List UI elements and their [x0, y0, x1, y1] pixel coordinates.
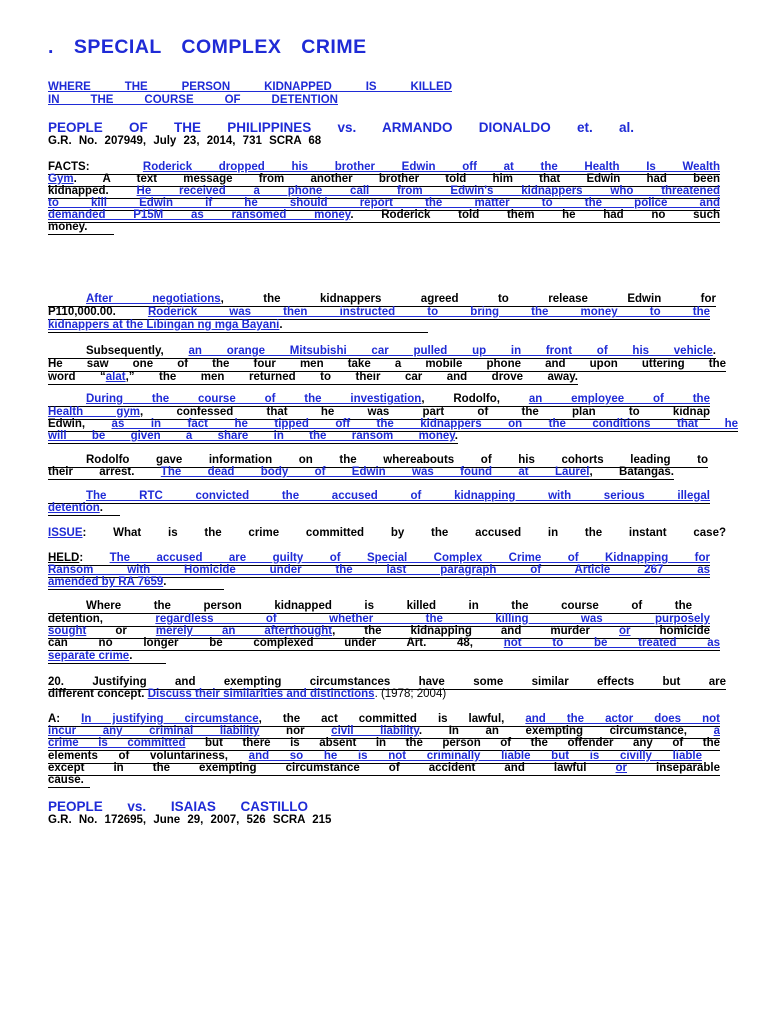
section-heading-line-2: IN THE COURSE OF DETENTION	[48, 94, 338, 106]
held-label: HELD	[48, 552, 80, 564]
question-text: 20. Justifying and exempting circumstances have some similar effects but are	[48, 676, 726, 688]
paragraph-text: detention	[48, 502, 100, 514]
paragraph-text: Rodolfo gave information on the whereabouts of his cohorts leading to	[86, 454, 708, 466]
facts-line-5	[48, 208, 720, 223]
question-20-line-2	[48, 687, 648, 701]
paragraph-text: Roderick was then instructed to bring the money to the	[147, 306, 710, 318]
section-heading-line-1: WHERE THE PERSON KIDNAPPED IS KILLED	[48, 81, 452, 93]
para-rodolfo-line-2	[48, 465, 674, 480]
answer-text: and so he is not criminally liable but is civilly liable	[248, 750, 702, 762]
paragraph-text: .	[454, 430, 458, 442]
case-title-dionaldo: PEOPLE OF THE PHILIPPINES vs. ARMANDO DIONALDO et. al.	[48, 120, 634, 135]
facts-line-6	[48, 220, 114, 235]
answer-text: crime is committed	[48, 737, 186, 749]
paragraph-text: regardless of whether the killing was purposely	[155, 613, 710, 625]
paragraph-text: kidnappers at the Libingan ng mga Bayani	[48, 319, 280, 331]
answer-line-5	[48, 761, 720, 776]
paragraph-text: their arrest.	[48, 466, 161, 478]
question-text: Discuss their similarities and distinctions	[147, 688, 375, 700]
held-text: Ransom with Homicide under the last paragraph of Article 267 as	[48, 564, 710, 576]
paragraph-text: After negotiations	[86, 293, 221, 305]
facts-label: FACTS:	[48, 161, 90, 173]
paragraph-text: , confessed that he was part of the plan to kidnap	[140, 406, 710, 418]
answer-text: except in the exempting circumstance of accident and lawful	[48, 762, 616, 774]
facts-text: Roderick dropped his brother Edwin off at the Health Is Wealth	[142, 161, 720, 173]
paragraph-text: .	[129, 650, 133, 662]
question-years: . (1978; 2004)	[374, 688, 447, 700]
page-title: . SPECIAL COMPLEX CRIME	[48, 36, 367, 58]
answer-text: nor	[259, 725, 332, 737]
paragraph-text: homicide	[630, 625, 710, 637]
answer-text: a	[713, 725, 720, 737]
facts-text: He received a phone call from Edwin's kidnappers who threatened	[136, 185, 720, 197]
facts-text: . A text message from another brother told him that Edwin had been	[73, 173, 720, 185]
paragraph-text: not to be treated as	[503, 637, 720, 649]
paragraph-text: Edwin,	[48, 418, 112, 430]
facts-text: demanded P15M as ransomed money	[48, 209, 351, 221]
answer-text: or	[615, 762, 628, 774]
alat-word: alat	[105, 371, 126, 383]
para-investigation-line-4	[48, 429, 458, 444]
paragraph-text: or	[86, 625, 156, 637]
question-text: different concept.	[48, 688, 148, 700]
answer-text: and the actor does not	[525, 713, 720, 725]
answer-text: cause.	[48, 774, 84, 786]
issue-label: ISSUE	[48, 527, 83, 539]
answer-text: In justifying circumstance	[81, 713, 259, 725]
paragraph-text: , the kidnapping and murder	[332, 625, 619, 637]
answer-text: elements of voluntariness,	[48, 750, 249, 762]
paragraph-text: separate crime	[48, 650, 130, 662]
paragraph-text: During the course of the investigation	[86, 393, 422, 405]
answer-text: , the act committed is lawful,	[258, 713, 526, 725]
paragraph-text: as in fact he tipped off the kidnappers on the conditions that he	[111, 418, 738, 430]
paragraph-text: , Batangas.	[589, 466, 674, 478]
answer-text: incur any criminal liability	[48, 725, 260, 737]
paragraph-text: The RTC convicted the accused of kidnapping with serious illegal	[86, 490, 710, 502]
facts-text: to kill Edwin if he should report the matter to the police and	[48, 197, 720, 209]
paragraph-text: , the kidnappers agreed to release Edwin for	[220, 293, 716, 305]
case-title-castillo: PEOPLE vs. ISAIAS CASTILLO	[48, 799, 308, 814]
paragraph-text: .	[279, 319, 283, 331]
answer-text: civil liability	[331, 725, 419, 737]
paragraph-text: Health gym	[48, 406, 141, 418]
held-text: .	[163, 576, 167, 588]
answer-text: inseparable	[627, 762, 720, 774]
para-subsequently-line-3	[48, 370, 578, 385]
para-rtc-line-1	[48, 489, 710, 504]
paragraph-text: P110,000.00.	[48, 306, 148, 318]
paragraph-text: will be given a share in the ransom money	[48, 430, 455, 442]
facts-text: kidnapped.	[48, 185, 137, 197]
paragraph-text: detention,	[48, 613, 156, 625]
issue-line	[48, 526, 726, 540]
paragraph-text: an orange Mitsubishi car pulled up in front of his vehicle	[188, 345, 713, 357]
facts-text: . Roderick told them he had no such	[350, 209, 720, 221]
answer-line-6	[48, 773, 90, 788]
paragraph-text: word “	[48, 371, 106, 383]
case-citation-castillo: G.R. No. 172695, June 29, 2007, 526 SCRA 215	[48, 814, 332, 826]
paragraph-text: or	[619, 625, 631, 637]
issue-text: : What is the crime committed by the accused in the instant case?	[82, 527, 726, 539]
paragraph-text: .	[712, 345, 716, 357]
para-detention-line-5	[48, 649, 166, 664]
paragraph-text: an employee of the	[528, 393, 710, 405]
paragraph-text: He saw one of the four men take a mobile phone and upon uttering the	[48, 358, 726, 370]
held-text: :	[79, 552, 110, 564]
paragraph-text: , Rodolfo,	[421, 393, 529, 405]
paragraph-text: ,” the men returned to their car and drove away.	[125, 371, 578, 383]
paragraph-text: merely an afterthought	[155, 625, 333, 637]
paragraph-text: Where the person kidnapped is killed in the course of the	[86, 600, 692, 612]
answer-label: A:	[48, 713, 82, 725]
held-text: The accused are guilty of Special Complex Crime of Kidnapping for	[109, 552, 710, 564]
answer-text: but there is absent in the person of the offender any of the	[185, 737, 720, 749]
paragraph-text: .	[99, 502, 103, 514]
paragraph-text: sought	[48, 625, 87, 637]
facts-text: money.	[48, 221, 88, 233]
held-text: amended by RA 7659	[48, 576, 164, 588]
para-rtc-line-2	[48, 501, 120, 516]
case-citation-dionaldo: G.R. No. 207949, July 23, 2014, 731 SCRA 68	[48, 135, 322, 147]
held-line-3	[48, 575, 224, 590]
facts-text: Gym	[48, 173, 74, 185]
paragraph-text: The dead body of Edwin was found at Laurel	[160, 466, 590, 478]
para-negotiations-line-3	[48, 318, 428, 333]
paragraph-text: Subsequently,	[86, 345, 189, 357]
answer-text: . In an exempting circumstance,	[418, 725, 714, 737]
paragraph-text: can no longer be complexed under Art. 48,	[48, 637, 504, 649]
